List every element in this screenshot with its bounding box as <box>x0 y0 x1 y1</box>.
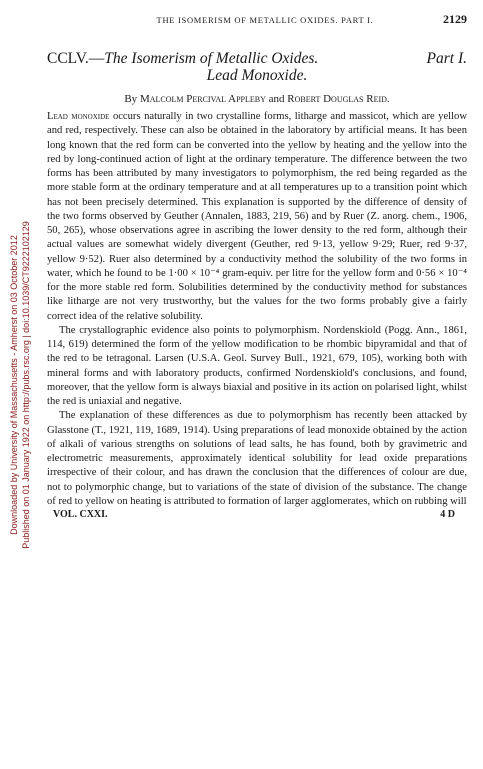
volume-label: VOL. CXXI. <box>53 509 108 520</box>
author-appleby: Malcolm Percival Appleby <box>139 93 266 105</box>
running-title: THE ISOMERISM OF METALLIC OXIDES. PART I. <box>156 15 374 25</box>
download-notice: Downloaded by University of Massachusetts - Amherst on 03 October 2012 <box>9 234 19 535</box>
title-part: Part I. <box>426 50 467 67</box>
title-main: The Isomerism of Metallic Oxides. <box>104 50 319 67</box>
paragraph-3: The explanation of these differences as due to polymorphism has recently been attacked by Glasstone (T., 1921, 119, 1689, 1914). Using preparations of lead monoxide obtained by the action of alkali of various strengths on solutions of lead salts, he has found, both by gravimetric and electrometric measurements, approximately identical solubility for lead oxide preparations irrespective of their colour, and has drawn the conclusion that the differences of colour are due, not to polymorphic change, but to variations of the state of division of the substance. The change of red to yellow on heating is attributed to formation of larger agglomerates, which on rubbing will <box>47 410 467 507</box>
paragraph-1: Lead monoxide occurs naturally in two crystalline forms, litharge and massicot, which are yellow and red, respectively. These can also be obtained in the laboratory by artificial means. It has been long known that the red form can be converted into the yellow by heating and the yellow into the red by long-continued action of light at the ordinary temperature. The difference between the two forms has been attributed by many investigators to polymorphism, the red being regarded as the more stable form at the ordinary temperature and at all temperatures up to a transition point which has not been precisely determined. This explanation is supported by the difference of density of the two forms observed by Geuther (Annalen, 1883, 219, 56) and by Ruer (Z. anorg. chem., 1906, 50, 265), whose observations agree in ascribing the lower density to the red form, although their actual values are somewhat widely divergent (Geuther, red 9·13, yellow 9·29; Ruer, red 9·37, yellow 9·52). Ruer also determined by a conductivity method the solubility of the two forms in water, which he found to be 1·00 × 10⁻⁴ gram-equiv. per litre for the yellow form and 0·56 × 10⁻⁴ for the more stable red form. Solubilities determined by the conductivity method for substances like litharge are not very trustworthy, but the values for the two forms probably give a fairly correct idea of the relative solubility. <box>47 111 467 322</box>
title-subtitle: Lead Monoxide. <box>206 67 308 84</box>
article-body <box>47 110 467 509</box>
download-watermark <box>0 0 40 769</box>
article-title: CCLV.—The Isomerism of Metallic Oxides. Part I. Lead Monoxide. <box>47 50 467 84</box>
paragraph-2: The crystallographic evidence also points to polymorphism. Nordenskiold (Pogg. Ann., 1861, 114, 619) determined the form of the yellow modification to be rhombic bipyramidal and that of the red to be tetragonal. Larsen (U.S.A. Geol. Survey Bull., 1921, 679, 105), working both with mineral forms and with laboratory products, confirmed Nordenskiold's conclusions, and found, moreover, that the yellow form is always biaxial and positive in its action on polarised light, whilst the red is uniaxial and negative. <box>47 324 467 407</box>
lead-in: Lead monoxide <box>47 111 110 122</box>
signature-mark: 4 D <box>440 509 455 520</box>
journal-page <box>47 12 467 520</box>
publication-notice: Published on 01 January 1922 on http://pubs.rsc.org | doi:10.1039/CT9222102129 <box>21 220 31 549</box>
running-header <box>47 12 467 32</box>
page-number: 2129 <box>443 12 467 26</box>
author-line: By Malcolm Percival Appleby and Robert Douglas Reid. <box>124 93 390 105</box>
page-footer <box>47 509 467 520</box>
author-reid: Robert Douglas Reid. <box>287 93 390 105</box>
article-number: CCLV. <box>47 50 89 67</box>
